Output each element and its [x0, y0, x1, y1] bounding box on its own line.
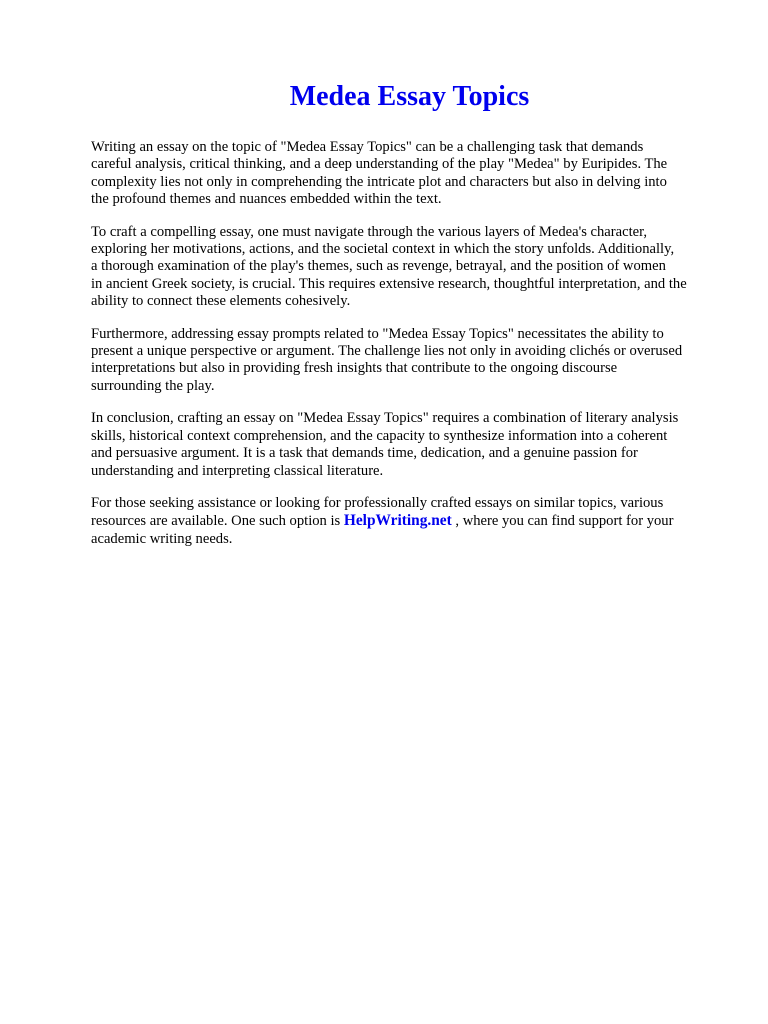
- paragraph-line: interpretations but also in providing fresh insights that contribute to the ongoing discourse: [91, 360, 618, 377]
- paragraph-2: [91, 224, 728, 311]
- paragraph-text: resources are available. One such option is: [91, 513, 344, 530]
- paragraph-line: ability to connect these elements cohesively.: [91, 293, 351, 310]
- paragraph-line: complexity lies not only in comprehending the intricate plot and characters but also in delving into: [91, 173, 667, 190]
- paragraph-line: the profound themes and nuances embedded within the text.: [91, 191, 442, 208]
- document-title: Medea Essay Topics: [289, 81, 530, 112]
- paragraph-line: academic writing needs.: [91, 530, 233, 547]
- paragraph-line: In conclusion, crafting an essay on "Medea Essay Topics" requires a combination of literary analysis: [91, 410, 679, 427]
- paragraph-line: [91, 512, 728, 530]
- paragraph-line: careful analysis, critical thinking, and a deep understanding of the play "Medea" by Euripides. The: [91, 156, 668, 173]
- paragraph-4: [91, 410, 728, 480]
- paragraph-1: [91, 139, 728, 209]
- paragraph-3: [91, 326, 728, 396]
- paragraph-line: present a unique perspective or argument. The challenge lies not only in avoiding clichés or overused: [91, 343, 683, 360]
- paragraph-line: a thorough examination of the play's themes, such as revenge, betrayal, and the position of women: [91, 258, 666, 275]
- paragraph-line: skills, historical context comprehension, and the capacity to synthesize information into a coherent: [91, 427, 668, 444]
- paragraph-line: To craft a compelling essay, one must navigate through the various layers of Medea's character,: [91, 223, 648, 240]
- paragraph-5: [91, 495, 728, 548]
- paragraph-line: in ancient Greek society, is crucial. This requires extensive research, thoughtful interpretation, and the: [91, 275, 687, 292]
- paragraph-text: , where you can find support for your: [451, 513, 674, 530]
- paragraph-line: and persuasive argument. It is a task that demands time, dedication, and a genuine passion for: [91, 445, 638, 462]
- paragraph-line: For those seeking assistance or looking for professionally crafted essays on similar topics, various: [91, 494, 664, 511]
- helpwriting-link[interactable]: HelpWriting.net: [343, 512, 452, 530]
- paragraph-line: Writing an essay on the topic of "Medea Essay Topics" can be a challenging task that demands: [91, 139, 644, 155]
- paragraph-line: exploring her motivations, actions, and the societal context in which the story unfolds. Additionally,: [91, 241, 675, 258]
- paragraph-line: Furthermore, addressing essay prompts related to "Medea Essay Topics" necessitates the ability to: [91, 325, 664, 342]
- paragraph-line: surrounding the play.: [91, 377, 215, 394]
- paragraph-list: [91, 139, 728, 548]
- paragraph-line: understanding and interpreting classical literature.: [91, 462, 384, 479]
